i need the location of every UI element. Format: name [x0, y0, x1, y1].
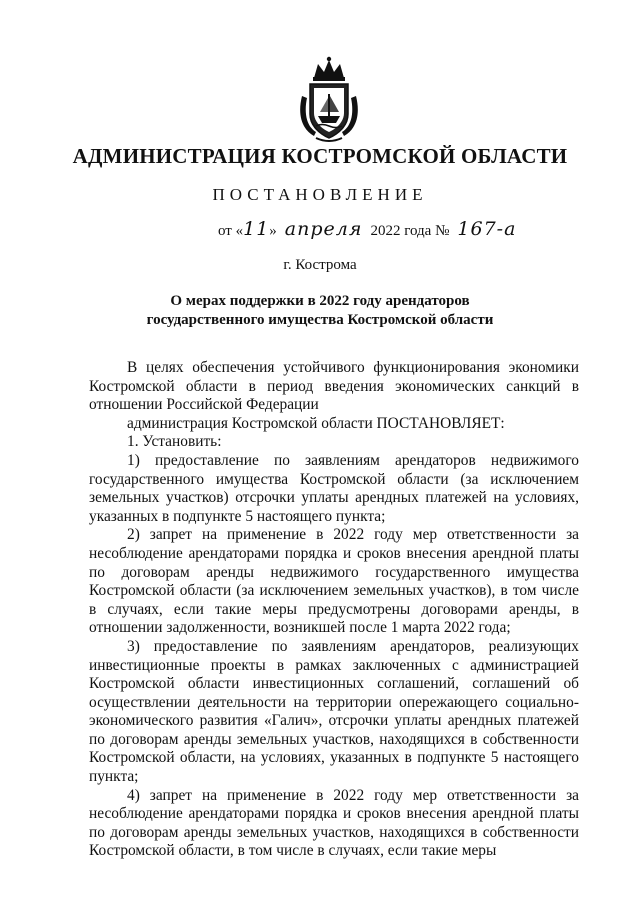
- document-body: [89, 359, 579, 861]
- organization-title: АДМИНИСТРАЦИЯ КОСТРОМСКОЙ ОБЛАСТИ: [72, 144, 568, 168]
- paragraph-resolves: администрация Костромской области ПОСТАНОВЛЯЕТ:: [127, 414, 505, 432]
- coat-of-arms-icon: [296, 56, 362, 144]
- date-month: апреля: [284, 218, 363, 240]
- document-subject: [0, 292, 640, 330]
- date-year: 2022 года №: [370, 223, 450, 239]
- date-day: 11: [243, 218, 270, 240]
- paragraph-preamble: В целях обеспечения устойчивого функционирования экономики Костромской области в период введения экономических санкций в отношении Российской Федерации: [89, 359, 579, 414]
- subject-line: государственного имущества Костромской области: [146, 312, 494, 328]
- date-prefix: от «: [218, 223, 244, 239]
- paragraph-subitem-4: 4) запрет на применение в 2022 году мер ответственности за несоблюдение арендаторами порядка и сроков внесения арендной платы по договорам аренды земельных участков, находящихся в собственности Костромской области, в том числе в случаях, если такие меры: [89, 786, 579, 860]
- subject-line: О мерах поддержки в 2022 году арендаторов: [170, 293, 470, 309]
- paragraph-subitem-2: 2) запрет на применение в 2022 году мер ответственности за несоблюдение арендаторами порядка и сроков внесения арендной платы по договорам аренды недвижимого государственного имущества Костромской области (за исключением земельных участков), в том числе в случаях, если такие меры предусмотрены договорами аренды, в отношении задолженности, возникшей после 1 марта 2022 года;: [89, 526, 579, 637]
- date-mid: »: [269, 223, 277, 239]
- document-type: ПОСТАНОВЛЕНИЕ: [212, 185, 428, 204]
- document-number: 167-а: [457, 218, 517, 240]
- paragraph-subitem-3: 3) предоставление по заявлениям арендаторов, реализующих инвестиционные проекты в рамках заключенных с администрацией Костромской области инвестиционных соглашений, соглашений об осуществлении деятельности на территории опережающего социально-экономического развития «Галич», отсрочки уплаты арендных платежей по договорам аренды земельных участков, находящихся в собственности Костромской области, на условиях, указанных в подпункте 5 настоящего пункта;: [89, 637, 579, 786]
- paragraph-subitem-1: 1) предоставление по заявлениям арендаторов недвижимого государственного имущества Костромской области (за исключением земельных участков) отсрочки уплаты арендных платежей на условиях, указанных в подпункте 5 настоящего пункта;: [89, 451, 579, 525]
- document-date-number: [218, 218, 516, 240]
- document-place: г. Кострома: [283, 257, 357, 273]
- paragraph-item-1: 1. Установить:: [127, 433, 222, 451]
